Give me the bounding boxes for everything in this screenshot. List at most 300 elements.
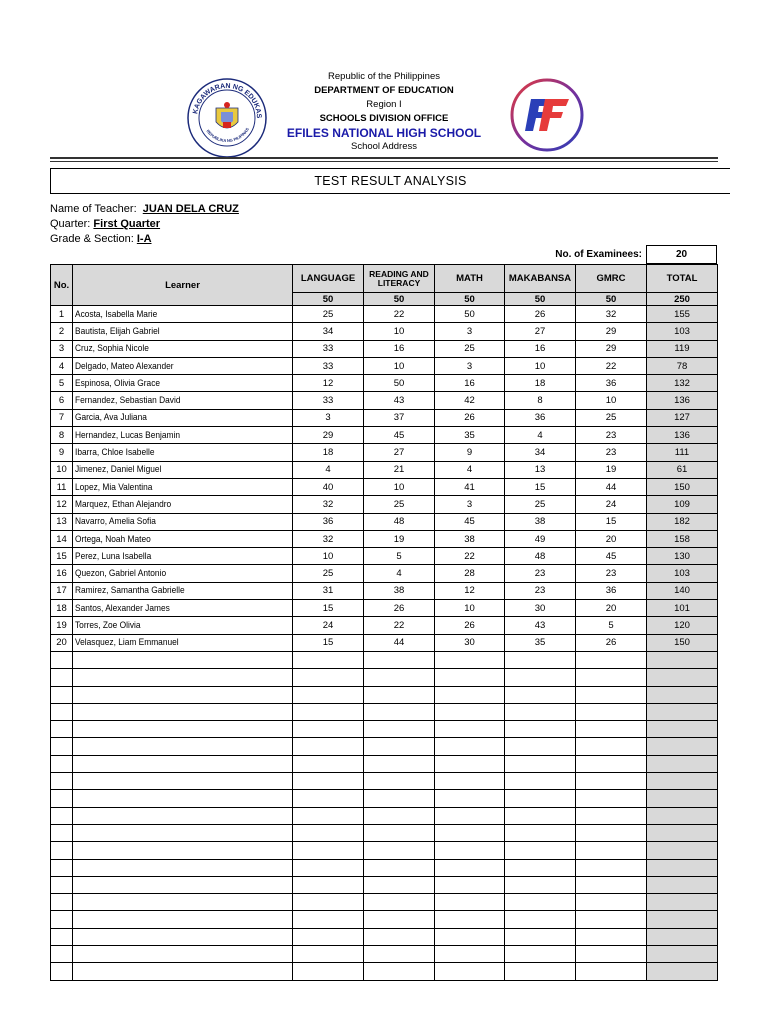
score-gmrc: 45	[576, 548, 647, 565]
score-reading: 4	[364, 565, 435, 582]
empty-table-row	[51, 721, 718, 738]
score-language: 33	[293, 392, 364, 409]
score-total: 111	[647, 444, 718, 461]
row-number: 14	[51, 530, 73, 547]
score-language: 40	[293, 478, 364, 495]
empty-table-row	[51, 686, 718, 703]
score-language: 33	[293, 340, 364, 357]
score-total-empty	[647, 859, 718, 876]
score-total: 109	[647, 496, 718, 513]
empty-table-row	[51, 842, 718, 859]
score-reading-empty	[364, 842, 435, 859]
row-number: 8	[51, 427, 73, 444]
header-rule-thick	[50, 157, 718, 159]
score-math-empty	[435, 790, 505, 807]
score-makabansa-empty	[505, 807, 576, 824]
score-total: 132	[647, 375, 718, 392]
learner-name-text: Fernandez, Sebastian David	[75, 395, 181, 407]
score-gmrc: 36	[576, 375, 647, 392]
seal-text-bottom: REPUBLIKA NG PILIPINAS	[205, 126, 250, 144]
row-number-empty	[51, 703, 73, 720]
score-language: 31	[293, 582, 364, 599]
learner-name-empty	[73, 842, 293, 859]
row-number-empty	[51, 824, 73, 841]
results-table-body	[51, 306, 718, 981]
score-math-empty	[435, 721, 505, 738]
score-makabansa: 23	[505, 565, 576, 582]
row-number-empty	[51, 842, 73, 859]
row-number-empty	[51, 911, 73, 928]
learner-name-empty	[73, 928, 293, 945]
learner-name-text: Perez, Luna Isabella	[75, 550, 152, 562]
score-total-empty	[647, 755, 718, 772]
score-language: 3	[293, 409, 364, 426]
learner-name-text: Bautista, Elijah Gabriel	[75, 325, 160, 337]
score-makabansa: 10	[505, 357, 576, 374]
score-makabansa: 30	[505, 600, 576, 617]
score-language-empty	[293, 721, 364, 738]
table-row	[51, 565, 718, 582]
col-math-header: MATH	[435, 265, 505, 293]
score-reading: 5	[364, 548, 435, 565]
score-gmrc: 25	[576, 409, 647, 426]
empty-table-row	[51, 911, 718, 928]
score-math: 28	[435, 565, 505, 582]
score-language-empty	[293, 911, 364, 928]
score-reading-empty	[364, 773, 435, 790]
quarter-line	[50, 217, 160, 231]
learner-name-empty	[73, 963, 293, 980]
score-math: 26	[435, 409, 505, 426]
score-math: 30	[435, 634, 505, 651]
score-reading: 10	[364, 323, 435, 340]
score-math-empty	[435, 859, 505, 876]
score-gmrc: 24	[576, 496, 647, 513]
score-gmrc-empty	[576, 703, 647, 720]
empty-table-row	[51, 651, 718, 668]
score-math-empty	[435, 876, 505, 893]
score-gmrc: 10	[576, 392, 647, 409]
score-math: 50	[435, 306, 505, 323]
score-language-empty	[293, 824, 364, 841]
learner-name	[73, 306, 293, 323]
empty-table-row	[51, 928, 718, 945]
col-makabansa-header: MAKABANSA	[505, 265, 576, 293]
score-gmrc: 32	[576, 306, 647, 323]
row-number-empty	[51, 669, 73, 686]
table-row	[51, 340, 718, 357]
score-reading-empty	[364, 755, 435, 772]
score-gmrc-empty	[576, 824, 647, 841]
score-gmrc-empty	[576, 945, 647, 962]
score-language: 36	[293, 513, 364, 530]
max-reading: 50	[364, 293, 435, 306]
score-math: 38	[435, 530, 505, 547]
score-reading-empty	[364, 721, 435, 738]
score-total-empty	[647, 824, 718, 841]
header-rule-thin	[50, 161, 718, 162]
table-row	[51, 444, 718, 461]
score-math: 45	[435, 513, 505, 530]
teacher-line	[50, 202, 239, 216]
row-number-empty	[51, 963, 73, 980]
score-reading: 27	[364, 444, 435, 461]
grade-label: Grade & Section:	[50, 233, 134, 245]
efiles-logo	[509, 77, 585, 153]
row-number: 1	[51, 306, 73, 323]
score-language: 32	[293, 530, 364, 547]
score-gmrc: 15	[576, 513, 647, 530]
score-language-empty	[293, 738, 364, 755]
score-reading: 25	[364, 496, 435, 513]
row-number-empty	[51, 773, 73, 790]
learner-name-empty	[73, 773, 293, 790]
table-row	[51, 548, 718, 565]
score-math-empty	[435, 755, 505, 772]
score-total: 61	[647, 461, 718, 478]
empty-table-row	[51, 790, 718, 807]
score-gmrc-empty	[576, 651, 647, 668]
learner-name-text: Torres, Zoe Olivia	[75, 619, 141, 631]
score-math: 25	[435, 340, 505, 357]
score-reading-empty	[364, 669, 435, 686]
learner-name-empty	[73, 755, 293, 772]
table-row	[51, 306, 718, 323]
republic-text: Republic of the Philippines	[328, 71, 440, 82]
row-number: 12	[51, 496, 73, 513]
score-gmrc-empty	[576, 773, 647, 790]
score-gmrc-empty	[576, 790, 647, 807]
score-total-empty	[647, 876, 718, 893]
score-math-empty	[435, 824, 505, 841]
score-reading-empty	[364, 945, 435, 962]
learner-name-empty	[73, 651, 293, 668]
score-math: 26	[435, 617, 505, 634]
score-reading: 45	[364, 427, 435, 444]
score-reading: 19	[364, 530, 435, 547]
score-total-empty	[647, 790, 718, 807]
learner-name-empty	[73, 945, 293, 962]
score-gmrc-empty	[576, 686, 647, 703]
score-makabansa: 13	[505, 461, 576, 478]
learner-name-text: Ortega, Noah Mateo	[75, 533, 151, 545]
empty-table-row	[51, 755, 718, 772]
score-reading: 22	[364, 617, 435, 634]
learner-name	[73, 444, 293, 461]
row-number: 11	[51, 478, 73, 495]
quarter-value: First Quarter	[93, 218, 161, 230]
score-gmrc: 26	[576, 634, 647, 651]
learner-name	[73, 530, 293, 547]
score-gmrc: 5	[576, 617, 647, 634]
score-makabansa: 48	[505, 548, 576, 565]
score-makabansa-empty	[505, 651, 576, 668]
learner-name-text: Lopez, Mia Valentina	[75, 481, 153, 493]
row-number-empty	[51, 945, 73, 962]
score-gmrc: 36	[576, 582, 647, 599]
score-math-empty	[435, 738, 505, 755]
teacher-name: JUAN DELA CRUZ	[142, 203, 239, 215]
learner-name	[73, 565, 293, 582]
table-row	[51, 478, 718, 495]
grade-line	[50, 232, 152, 246]
max-math: 50	[435, 293, 505, 306]
score-language-empty	[293, 773, 364, 790]
score-gmrc-empty	[576, 963, 647, 980]
empty-table-row	[51, 945, 718, 962]
score-gmrc-empty	[576, 755, 647, 772]
score-language-empty	[293, 963, 364, 980]
table-row	[51, 582, 718, 599]
empty-table-row	[51, 824, 718, 841]
learner-name	[73, 496, 293, 513]
score-total: 119	[647, 340, 718, 357]
table-row	[51, 617, 718, 634]
row-number: 9	[51, 444, 73, 461]
score-math-empty	[435, 669, 505, 686]
learner-name	[73, 340, 293, 357]
row-number-empty	[51, 876, 73, 893]
results-table	[50, 264, 718, 981]
score-makabansa-empty	[505, 790, 576, 807]
score-total-empty	[647, 928, 718, 945]
score-total: 155	[647, 306, 718, 323]
learner-name-empty	[73, 859, 293, 876]
score-makabansa: 38	[505, 513, 576, 530]
score-gmrc: 20	[576, 600, 647, 617]
score-language: 4	[293, 461, 364, 478]
score-gmrc: 23	[576, 565, 647, 582]
score-total: 150	[647, 478, 718, 495]
score-total-empty	[647, 669, 718, 686]
score-total: 140	[647, 582, 718, 599]
row-number: 20	[51, 634, 73, 651]
score-math: 3	[435, 323, 505, 340]
score-total-empty	[647, 963, 718, 980]
learner-name-empty	[73, 911, 293, 928]
score-language: 32	[293, 496, 364, 513]
learner-name-empty	[73, 669, 293, 686]
score-reading-empty	[364, 824, 435, 841]
score-makabansa-empty	[505, 876, 576, 893]
score-reading: 43	[364, 392, 435, 409]
score-language-empty	[293, 945, 364, 962]
score-reading-empty	[364, 894, 435, 911]
score-reading: 16	[364, 340, 435, 357]
score-language-empty	[293, 842, 364, 859]
table-row	[51, 323, 718, 340]
score-total: 101	[647, 600, 718, 617]
score-gmrc: 29	[576, 323, 647, 340]
score-math: 10	[435, 600, 505, 617]
score-language: 29	[293, 427, 364, 444]
col-total-header: TOTAL	[647, 265, 718, 293]
score-total: 103	[647, 565, 718, 582]
score-math-empty	[435, 894, 505, 911]
score-language: 33	[293, 357, 364, 374]
table-row	[51, 496, 718, 513]
score-makabansa-empty	[505, 824, 576, 841]
seal-text-top: KAGAWARAN NG EDUKAS	[192, 82, 263, 119]
score-makabansa: 4	[505, 427, 576, 444]
score-gmrc-empty	[576, 807, 647, 824]
score-gmrc-empty	[576, 876, 647, 893]
score-reading: 50	[364, 375, 435, 392]
score-math: 9	[435, 444, 505, 461]
score-makabansa-empty	[505, 842, 576, 859]
score-language-empty	[293, 807, 364, 824]
score-total-empty	[647, 738, 718, 755]
score-makabansa: 23	[505, 582, 576, 599]
row-number: 3	[51, 340, 73, 357]
learner-name-text: Garcia, Ava Juliana	[75, 412, 147, 424]
max-makabansa: 50	[505, 293, 576, 306]
row-number: 18	[51, 600, 73, 617]
row-number-empty	[51, 928, 73, 945]
learner-name-text: Velasquez, Liam Emmanuel	[75, 637, 179, 649]
score-makabansa-empty	[505, 669, 576, 686]
learner-name	[73, 357, 293, 374]
row-number: 5	[51, 375, 73, 392]
score-reading-empty	[364, 963, 435, 980]
score-total-empty	[647, 686, 718, 703]
row-number-empty	[51, 686, 73, 703]
row-number: 10	[51, 461, 73, 478]
score-gmrc-empty	[576, 721, 647, 738]
score-total: 120	[647, 617, 718, 634]
empty-table-row	[51, 738, 718, 755]
score-language: 10	[293, 548, 364, 565]
row-number-empty	[51, 807, 73, 824]
score-makabansa-empty	[505, 911, 576, 928]
row-number-empty	[51, 894, 73, 911]
learner-name	[73, 634, 293, 651]
score-makabansa-empty	[505, 859, 576, 876]
score-reading-empty	[364, 651, 435, 668]
score-total: 103	[647, 323, 718, 340]
learner-name-empty	[73, 721, 293, 738]
score-language: 25	[293, 306, 364, 323]
score-makabansa: 49	[505, 530, 576, 547]
score-language-empty	[293, 790, 364, 807]
score-gmrc-empty	[576, 894, 647, 911]
score-reading: 21	[364, 461, 435, 478]
col-language-header: LANGUAGE	[293, 265, 364, 293]
score-makabansa: 36	[505, 409, 576, 426]
learner-name	[73, 323, 293, 340]
score-gmrc-empty	[576, 738, 647, 755]
learner-name-text: Quezon, Gabriel Antonio	[75, 568, 167, 580]
school-name: EFILES NATIONAL HIGH SCHOOL	[286, 126, 482, 140]
score-math-empty	[435, 651, 505, 668]
score-total: 182	[647, 513, 718, 530]
row-number-empty	[51, 790, 73, 807]
score-math-empty	[435, 703, 505, 720]
score-reading-empty	[364, 686, 435, 703]
score-language: 12	[293, 375, 364, 392]
score-reading: 22	[364, 306, 435, 323]
score-total-empty	[647, 894, 718, 911]
row-number: 6	[51, 392, 73, 409]
score-gmrc: 44	[576, 478, 647, 495]
score-language: 24	[293, 617, 364, 634]
score-total: 127	[647, 409, 718, 426]
score-gmrc: 22	[576, 357, 647, 374]
score-total: 130	[647, 548, 718, 565]
row-number: 16	[51, 565, 73, 582]
row-number: 13	[51, 513, 73, 530]
empty-table-row	[51, 894, 718, 911]
score-math-empty	[435, 807, 505, 824]
score-math: 3	[435, 357, 505, 374]
score-gmrc-empty	[576, 928, 647, 945]
score-gmrc-empty	[576, 842, 647, 859]
score-language-empty	[293, 651, 364, 668]
table-row	[51, 530, 718, 547]
learner-name	[73, 600, 293, 617]
score-reading: 26	[364, 600, 435, 617]
score-language: 15	[293, 634, 364, 651]
score-reading: 48	[364, 513, 435, 530]
table-row	[51, 513, 718, 530]
learner-name	[73, 427, 293, 444]
score-math-empty	[435, 842, 505, 859]
score-language: 18	[293, 444, 364, 461]
score-total-empty	[647, 721, 718, 738]
table-row	[51, 392, 718, 409]
row-number-empty	[51, 859, 73, 876]
score-total-empty	[647, 807, 718, 824]
school-address: School Address	[350, 141, 417, 152]
score-math: 12	[435, 582, 505, 599]
score-language: 15	[293, 600, 364, 617]
learner-name-empty	[73, 876, 293, 893]
score-language: 34	[293, 323, 364, 340]
score-reading: 10	[364, 478, 435, 495]
row-number: 7	[51, 409, 73, 426]
score-makabansa: 27	[505, 323, 576, 340]
division-text: SCHOOLS DIVISION OFFICE	[319, 113, 449, 124]
empty-table-row	[51, 876, 718, 893]
score-total-empty	[647, 945, 718, 962]
learner-name-empty	[73, 894, 293, 911]
row-number-empty	[51, 721, 73, 738]
score-makabansa: 18	[505, 375, 576, 392]
score-reading: 37	[364, 409, 435, 426]
learner-name-text: Marquez, Ethan Alejandro	[75, 498, 172, 510]
learner-name-empty	[73, 807, 293, 824]
score-makabansa-empty	[505, 928, 576, 945]
score-math: 35	[435, 427, 505, 444]
score-gmrc: 19	[576, 461, 647, 478]
table-row	[51, 461, 718, 478]
score-total: 136	[647, 427, 718, 444]
score-reading: 10	[364, 357, 435, 374]
teacher-label: Name of Teacher:	[50, 203, 137, 215]
department-text: DEPARTMENT OF EDUCATION	[314, 85, 454, 96]
score-makabansa: 16	[505, 340, 576, 357]
learner-name-text: Ibarra, Chloe Isabelle	[75, 447, 155, 459]
quarter-label: Quarter:	[50, 218, 91, 230]
learner-name	[73, 513, 293, 530]
row-number: 15	[51, 548, 73, 565]
col-no-header: No.	[51, 265, 73, 306]
empty-table-row	[51, 703, 718, 720]
score-gmrc: 23	[576, 427, 647, 444]
score-makabansa-empty	[505, 963, 576, 980]
table-row	[51, 634, 718, 651]
score-reading-empty	[364, 807, 435, 824]
